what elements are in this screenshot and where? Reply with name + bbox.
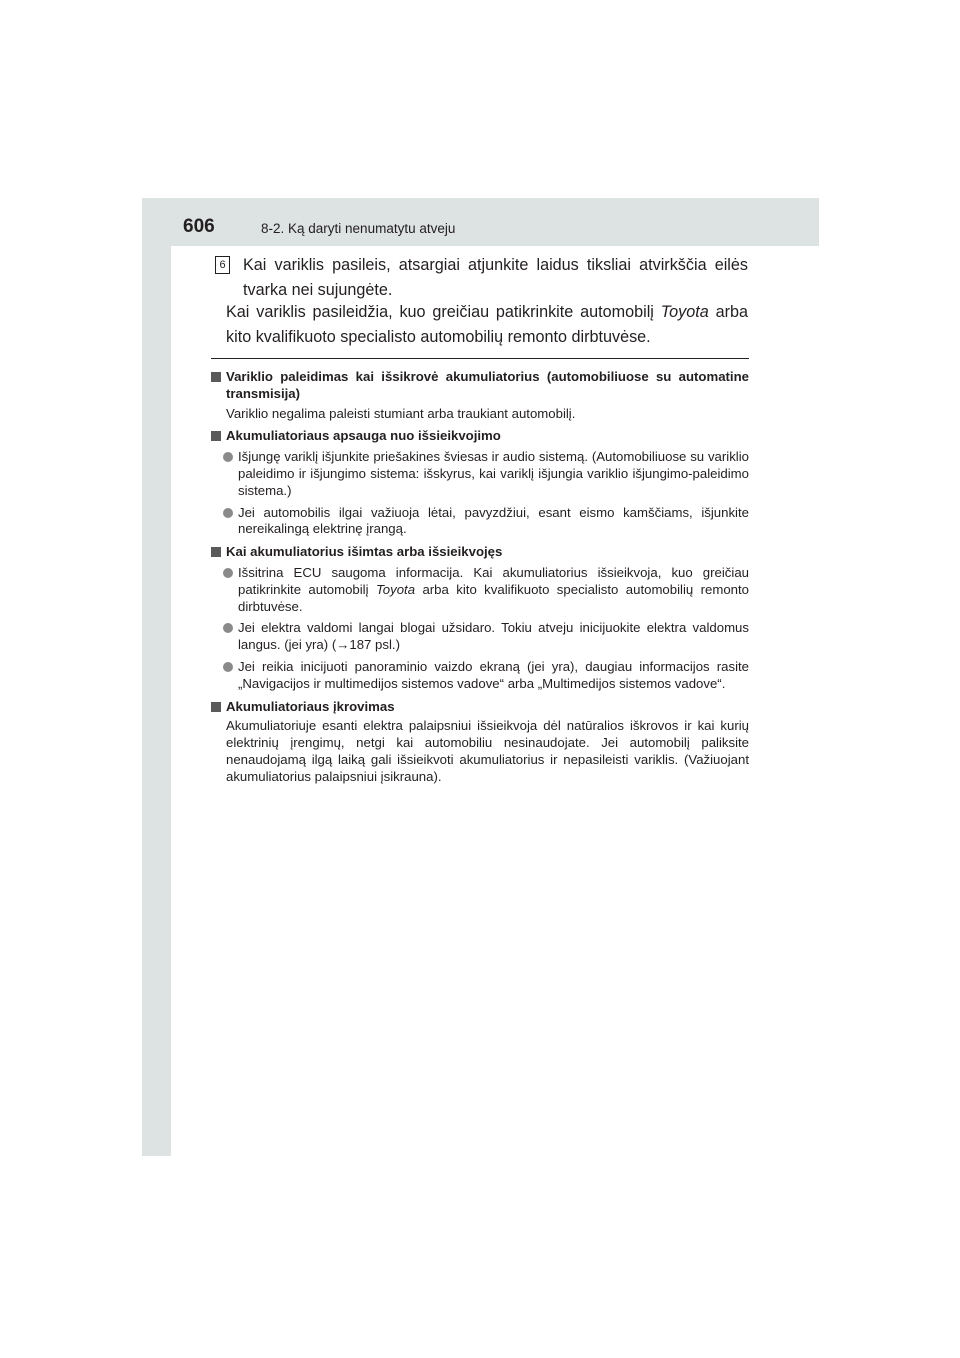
page-sidebar: [142, 198, 171, 1156]
note-battery-removed: [211, 544, 749, 692]
note-body: Akumuliatoriuje esanti elektra palaipsniui išsieikvoja dėl natūralios iškrovos ir kai kurių elektrinių įrengimų, netgi kai automobiliu nesinaudojate. Jei automobilį paliksite nenaudojamą ilgą laiką gali išsieikvoti akumuliatorius ir nepasileisti variklis. (Važiuojant akumuliatorius palaipsniui įsikrauna).: [226, 718, 749, 784]
square-bullet-icon: [211, 702, 221, 712]
circle-bullet-icon: [223, 452, 233, 462]
list-item-text: Jei elektra valdomi langai blogai užsidaro. Tokiu atveju inicijuokite elektra valdomus langus. (jei yra) (→187 psl.): [238, 620, 749, 653]
list-item-text: Jei automobilis ilgai važiuoja lėtai, pavyzdžiui, esant eismo kamščiams, išjunkite nereikalingą elektrinę įrangą.: [238, 504, 749, 537]
note-heading-text: Kai akumuliatorius išimtas arba išsieikvojęs: [226, 544, 503, 560]
circle-bullet-icon: [223, 662, 233, 672]
note-battery-protection: [211, 428, 749, 538]
note-heading-text: Variklio paleidimas kai išsikrovė akumuliatorius (automobiliuose su automatine transmisija): [226, 369, 749, 401]
section-title: 8-2. Ką daryti nenumatytu atveju: [261, 221, 456, 236]
list-item-text: Jei reikia inicijuoti panoraminio vaizdo ekraną (jei yra), daugiau informacijos rasite „Navigacijos ir multimedijos sistemos vadove“ arba „Multimedijos sistemos vadove“.: [238, 658, 749, 691]
circle-bullet-icon: [223, 568, 233, 578]
list-item-text: [238, 565, 749, 615]
header-band: [142, 198, 819, 243]
note-heading: [211, 544, 749, 561]
list-item-text-part: arba kito kvalifikuoto specialisto automobilių remonto dirbtuvėse.: [238, 581, 749, 614]
brand-name: Toyota: [375, 581, 416, 597]
list-item: [223, 659, 749, 693]
square-bullet-icon: [211, 547, 221, 557]
note-heading: [211, 428, 749, 445]
list-item: [223, 620, 749, 654]
circle-bullet-icon: [223, 623, 233, 633]
step-instruction: Kai variklis pasileis, atsargiai atjunkite laidus tiksliai atvirkščia eilės tvarka nei sujungėte.: [243, 256, 748, 299]
square-bullet-icon: [211, 372, 221, 382]
list-item: [223, 505, 749, 539]
step-number-badge: 6: [215, 256, 230, 274]
list-item-text: Išjungę variklį išjunkite priešakines šviesas ir audio sistemą. (Automobiliuose su variklio paleidimo ir išjungimo sistema: išskyrus, kai variklį išjungia variklio išjungimo-paleidimo sistema.): [238, 449, 749, 498]
note-heading-text: Akumuliatoriaus apsauga nuo išsieikvojimo: [226, 428, 501, 444]
step-note-text-1: Kai variklis pasileidžia, kuo greičiau patikrinkite automobilį: [226, 303, 661, 321]
square-bullet-icon: [211, 431, 221, 441]
step-note: [226, 300, 748, 350]
section-divider: [211, 358, 749, 359]
note-body: Variklio negalima paleisti stumiant arba traukiant automobilį.: [226, 405, 576, 421]
circle-bullet-icon: [223, 508, 233, 518]
page-number: 606: [183, 216, 215, 237]
list-item-text-part: Išsitrina ECU saugoma informacija. Kai akumuliatorius išsieikvoja, kuo greičiau patikrinkite automobilį: [238, 564, 749, 597]
note-battery-charging: [211, 699, 749, 786]
note-heading: [211, 369, 749, 403]
list-item: [223, 565, 749, 615]
brand-name: Toyota: [660, 303, 709, 321]
header-rule: [171, 243, 819, 246]
note-heading-text: Akumuliatoriaus įkrovimas: [226, 698, 395, 714]
note-heading: [211, 699, 749, 716]
step-note-text-2: arba kito kvalifikuoto specialisto automobilių remonto dirbtuvėse.: [226, 303, 748, 346]
list-item: [223, 449, 749, 499]
notes-section: [211, 369, 749, 792]
note-jump-start: [211, 369, 749, 422]
